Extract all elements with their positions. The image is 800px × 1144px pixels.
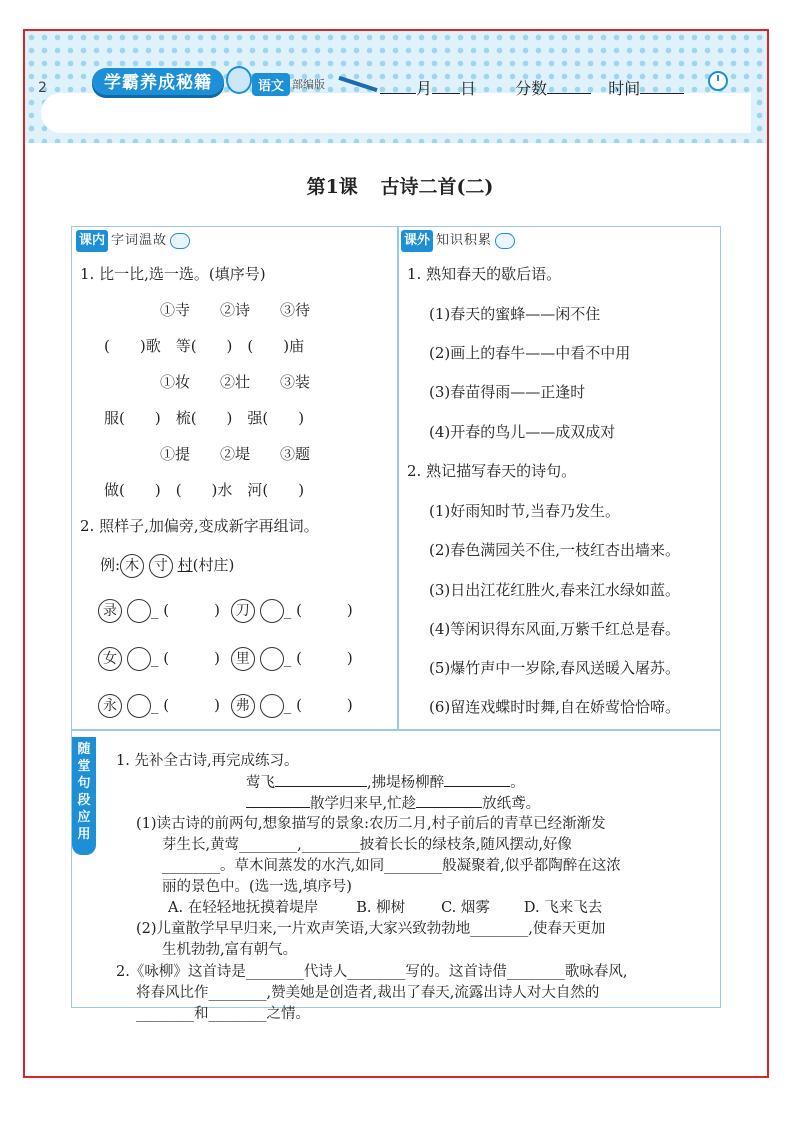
bottom-q2-line[interactable]: 2.《咏柳》这首诗是________代诗人________写的。这首诗借________歌咏春风,	[116, 964, 628, 980]
paren-blank[interactable]: ( )	[296, 601, 353, 619]
radical-blank-circle[interactable]	[127, 599, 151, 623]
radical-char: 永	[98, 694, 122, 718]
radical-char: 女	[98, 647, 122, 671]
sub2-line: 生机勃勃,富有朝气。	[162, 942, 298, 958]
side-tag-char: 随	[77, 742, 91, 757]
radical-blank-circle[interactable]	[260, 694, 284, 718]
radical-char: 刀	[231, 599, 255, 623]
day-blank[interactable]	[432, 93, 460, 94]
example-row	[100, 554, 234, 578]
choices-row	[168, 896, 602, 917]
side-tag-char: 段	[77, 793, 91, 808]
sub1-line	[162, 833, 572, 854]
header-strip	[41, 93, 751, 133]
page-number: 2	[38, 80, 47, 96]
example-char1: 木	[120, 554, 144, 578]
bottom-q1-title: 1. 先补全古诗,再完成练习。	[116, 753, 299, 769]
extracurricular-tag-text: 知识积累	[436, 233, 493, 248]
in-class-application-section	[71, 730, 721, 1022]
lesson-number: 第1课	[306, 176, 358, 198]
poem-line-1-part: ,拂堤杨柳醉	[367, 775, 445, 791]
sub1-line[interactable]: ________。草木间蒸发的水汽,如同________般凝聚着,似乎都陶醉在这浓	[162, 858, 621, 874]
lesson-name: 古诗二首(二)	[380, 176, 494, 198]
in-class-tag	[76, 230, 190, 252]
paren-blank[interactable]: ( )	[163, 649, 220, 667]
score-label: 分数	[515, 79, 548, 98]
group3-fill[interactable]: 做( ) ( )水 河( )	[104, 481, 305, 499]
radical-row: 录 _ ( ) 刀 _ ( )	[98, 599, 353, 623]
group2-fill[interactable]: 服( ) 梳( ) 强( )	[104, 409, 305, 427]
paren-blank[interactable]: ( )	[163, 601, 220, 619]
radical-blank-circle[interactable]	[260, 599, 284, 623]
poem-line-1-part: 。	[510, 775, 525, 791]
poem-item: (5)爆竹声中一岁除,春风送暖入屠苏。	[429, 659, 681, 677]
paren-blank[interactable]: ( )	[296, 696, 353, 714]
extracurricular-tag	[401, 230, 515, 252]
month-label: 月	[416, 79, 433, 98]
left-q1-title: 1. 比一比,选一选。(填序号)	[80, 265, 266, 283]
poem-item: (2)春色满园关不住,一枝红杏出墙来。	[429, 541, 681, 559]
poem-blank[interactable]	[246, 807, 310, 808]
poem-item: (3)日出江花红胜火,春来江水绿如蓝。	[429, 581, 681, 599]
in-class-tag-highlight: 课内	[76, 230, 108, 252]
radical-char: 录	[98, 599, 122, 623]
poem-blank[interactable]	[275, 786, 367, 787]
group1-fill[interactable]: ( )歌 等( ) ( )庙	[104, 337, 305, 355]
in-class-section	[71, 226, 398, 730]
example-char2: 寸	[149, 554, 173, 578]
radical-row: 女 _ ( ) 里 _ ( )	[98, 647, 353, 671]
mascot-icon	[226, 66, 252, 94]
brand-title: 学霸养成秘籍	[92, 68, 224, 98]
choice-option[interactable]: D. 飞来飞去	[523, 900, 603, 916]
sub1-text[interactable]: ________,________披着长长的绿枝条,随风摆动,好像	[239, 837, 572, 853]
poem-line-2-part: 放纸鸢。	[482, 796, 541, 812]
example-label: 例:	[100, 556, 121, 574]
date-score-fields	[380, 76, 684, 99]
choice-option[interactable]: A. 在轻轻地抚摸着堤岸	[168, 900, 319, 916]
poem-line-1-part: 莺飞	[246, 775, 275, 791]
time-blank[interactable]	[640, 93, 684, 94]
day-label: 日	[460, 79, 477, 98]
saying-item: (2)画上的春牛——中看不中用	[429, 344, 631, 362]
saying-item: (3)春苗得雨——正逢时	[429, 383, 586, 401]
sub1-line: (1)读古诗的前两句,想象描写的景象:农历二月,村子前后的青草已经渐渐发	[136, 816, 606, 832]
group3-options: ①提 ②堤 ③题	[160, 445, 311, 463]
choice-option[interactable]: B. 柳树	[356, 900, 406, 916]
time-label: 时间	[608, 79, 641, 98]
month-blank[interactable]	[380, 93, 416, 94]
poem-line-2-part: 散学归来早,忙趁	[310, 796, 417, 812]
side-tag-char: 句	[77, 776, 91, 791]
paren-blank[interactable]: ( )	[296, 649, 353, 667]
poem-item: (6)留连戏蝶时时舞,自在娇莺恰恰啼。	[429, 698, 681, 716]
clock-icon	[708, 71, 728, 91]
saying-item: (4)开春的鸟儿——成双成对	[429, 423, 616, 441]
extracurricular-section	[398, 226, 721, 730]
example-result: 村	[177, 556, 193, 574]
poem-item: (1)好雨知时节,当春乃发生。	[429, 502, 621, 520]
sub2-line[interactable]: (2)儿童散学早早归来,一片欢声笑语,大家兴致勃勃地________,使春天更加	[136, 921, 606, 937]
radical-char: 里	[231, 647, 255, 671]
poem-line-1	[246, 771, 525, 792]
side-tag-char: 堂	[77, 759, 91, 774]
left-q2-title: 2. 照样子,加偏旁,变成新字再组词。	[80, 517, 319, 535]
score-blank[interactable]	[547, 93, 591, 94]
radical-blank-circle[interactable]	[127, 694, 151, 718]
extracurricular-tag-highlight: 课外	[401, 230, 433, 252]
poem-blank[interactable]	[444, 786, 510, 787]
radical-blank-circle[interactable]	[260, 647, 284, 671]
lesson-title	[0, 172, 800, 199]
in-class-tag-text: 字词温故	[111, 233, 168, 248]
right-q2-title: 2. 熟记描写春天的诗句。	[407, 462, 577, 480]
bottom-q2-line[interactable]: ________和________之情。	[136, 1006, 310, 1022]
book-icon	[495, 233, 515, 249]
group1-options: ①寺 ②诗 ③待	[160, 301, 311, 319]
poem-item: (4)等闲识得东风面,万紫千红总是春。	[429, 620, 681, 638]
edition-label: 部编版	[292, 78, 325, 91]
bottom-q2-line[interactable]: 将春风比作________,赞美她是创造者,裁出了春天,流露出诗人对大自然的	[136, 985, 600, 1001]
book-icon	[170, 233, 190, 249]
side-tag-char: 用	[77, 827, 91, 842]
paren-blank[interactable]: ( )	[163, 696, 220, 714]
right-q1-title: 1. 熟知春天的歇后语。	[407, 265, 562, 283]
side-tag	[72, 737, 96, 855]
side-tag-char: 应	[77, 810, 91, 825]
poem-blank[interactable]	[416, 807, 482, 808]
radical-row: 永 _ ( ) 弗 _ ( )	[98, 694, 353, 718]
example-word: (村庄)	[192, 556, 235, 574]
poem-line-2	[246, 792, 540, 813]
group2-options: ①妆 ②壮 ③装	[160, 373, 311, 391]
saying-item: (1)春天的蜜蜂——闲不住	[429, 305, 601, 323]
sub1-text: 芽生长,黄莺	[162, 837, 240, 853]
radical-char: 弗	[231, 694, 255, 718]
subject-badge: 语文	[252, 73, 290, 96]
sub1-line: 丽的景色中。(选一选,填序号)	[162, 879, 352, 895]
radical-blank-circle[interactable]	[127, 647, 151, 671]
choice-option[interactable]: C. 烟雾	[441, 900, 490, 916]
